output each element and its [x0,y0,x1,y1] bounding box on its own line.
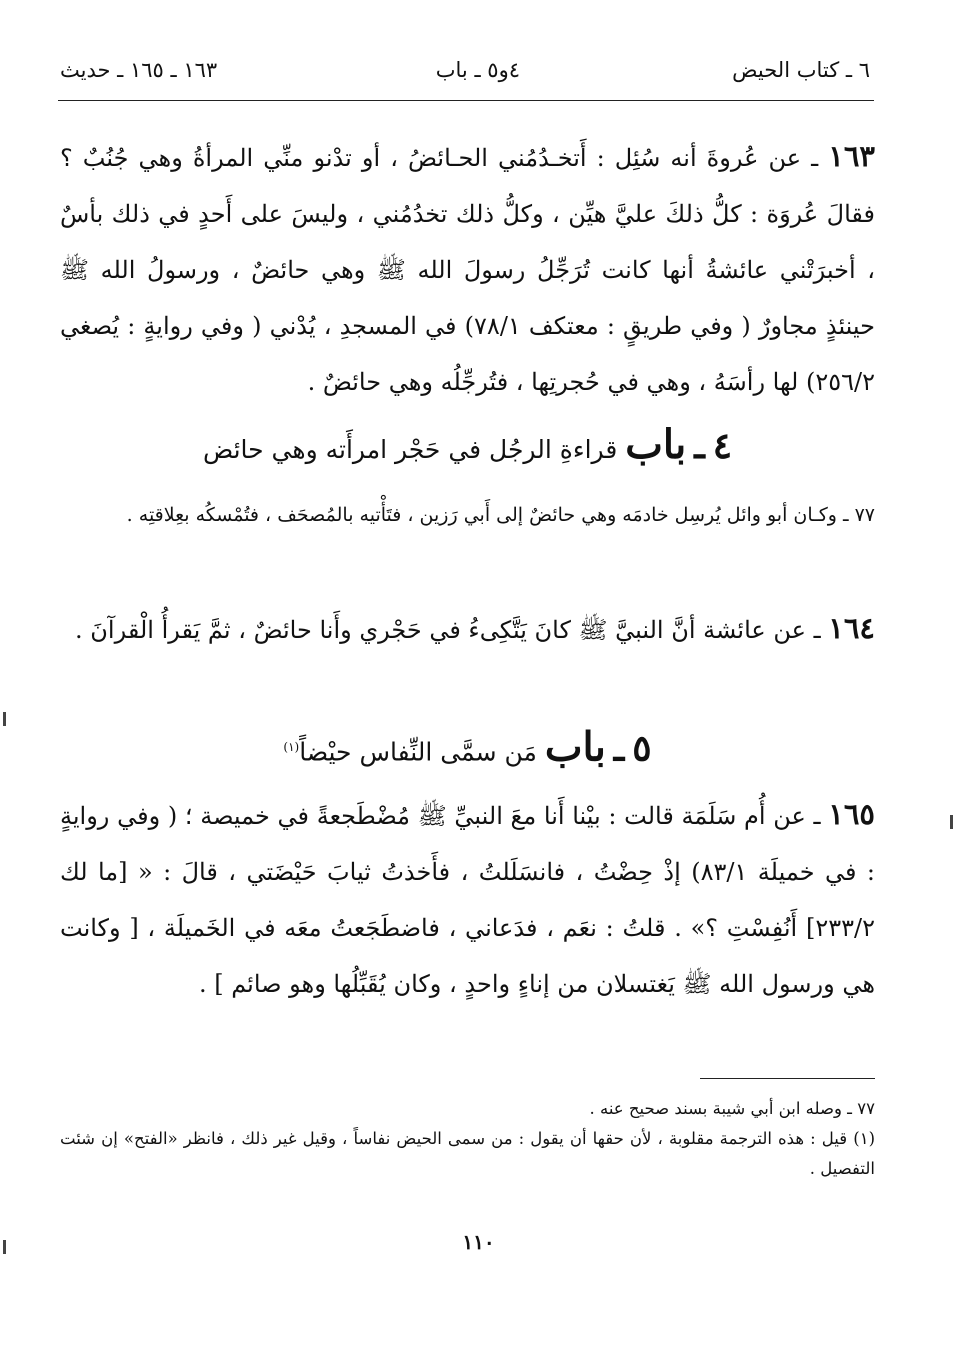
hadith-163 [60,128,875,410]
header-book-title: ٦ ـ كتاب الحيض [732,58,870,82]
chapter-dash: ـ [694,425,705,467]
hadith-text: ـ عن عائشة أنَّ النبيَّ ﷺ كانَ يَتَّكِىءُ في حَجْري وأَنا حائضٌ ، ثمَّ يَقرأُ الْقرآنَ . [75,616,821,644]
scan-edge-mark [3,712,6,726]
footnote-77: ٧٧ ـ وصله ابن أبي شيبة بسند صحيح عنه . [589,1099,875,1118]
hadith-number: ١٦٣ [828,139,875,173]
chapter-heading-4 [60,420,875,475]
page-number: ١١٠ [462,1230,495,1254]
header-chapter: ٤و٥ ـ باب [435,58,520,82]
hadith-number: ١٦٤ [828,611,875,645]
athar-77 [60,490,875,540]
chapter-heading-5 [60,722,875,777]
chapter-number: ٤ [712,425,733,467]
hadith-164 [60,600,875,658]
hadith-text: ـ عن عُروةَ أنه سُئِل : أَتخـدُمُني الحـائضُ ، أو تدْنو منِّي المرأةُ وهي جُنُبٌ ؟ فقالَ عُروَة : كلُّ ذلكَ عليَّ هيِّن ، وكلُّ ذلك تخدُمُني ، وليسَ على أَحدٍ في ذلك بأسٌ ، أخبرَتْني عائشةُ أنها كانت تُرَجِّلُ رسولَ الله ﷺ وهي حائضٌ ، ورسولُ الله ﷺ حينئذٍ مجاورٌ ( وفي طريقٍ : معتكف ٧٨/١) في المسجدِ ، يُدْني ( وفي روايةٍ : يُصغي ٢٥٦/٢) لها رأسَهُ ، وهي في حُجرتِها ، فتُرجِّلُه وهي حائضٌ . [60,144,876,396]
footnote-divider [700,1078,875,1079]
scan-edge-mark [950,815,953,829]
scan-edge-mark [3,1240,6,1254]
chapter-bab-word: باب [625,421,687,468]
chapter-bab-word: باب [544,723,606,771]
footnote-1: (١) قيل : هذه الترجمة مقلوبة ، لأن حقها أن يقول : من سمى الحيض نفاساً ، وقيل غير ذلك ، فانظر «الفتح» إن شئت التفصيل . [60,1129,875,1178]
chapter-title: مَن سمَّى النِّفاس حيْضاً [299,737,537,767]
footnote-ref: (١) [283,740,300,754]
athar-text: ٧٧ ـ وكـان أبو وائل يُرسِل خادمَه وهي حائضٌ إلى أَبي رَزين ، فتَأْتيه بالمُصحَف ، فتُمْسكُه بعِلاقتِه . [126,504,875,526]
hadith-number: ١٦٥ [828,797,875,831]
header-hadith-range: ١٦٣ ـ ١٦٥ ـ حديث [60,58,218,82]
chapter-title: قراءةِ الرجُل في حَجْر امرأَته وهي حائض [202,435,618,464]
hadith-text: ـ عن أُم سَلَمَة قالت : بيْنا أَنا معَ النبيِّ ﷺ مُضْطَجعةً في خميصة ؛ ( وفي روايةٍ : في خميلَة ٨٣/١) إذْ حِضْتُ ، فانسَلَلتُ ، فأَخذتُ ثيابَ حَيْضَتي ، قالَ : « [ما لك ٢٣٣/٢] أَنُفِسْتِ ؟» . قلتُ : نعَم ، فدَعاني ، فاضطَجَعتُ معَه في الخَميلَة ، [ وكانت هي ورسول الله ﷺ يَغتسلان من إناءٍ واحدٍ ، وكان يُقَبِّلُها وهو صائم ] . [60,802,875,998]
header-divider [58,100,874,101]
chapter-dash: ـ [613,727,625,770]
hadith-165 [60,786,875,1012]
footnotes [60,1094,875,1184]
running-header [60,52,870,92]
chapter-number: ٥ [632,727,652,770]
